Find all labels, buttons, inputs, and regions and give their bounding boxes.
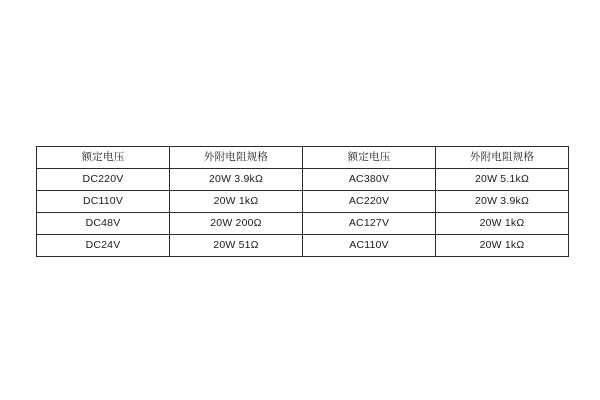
spec-table-container: [36, 146, 564, 257]
table-cell: 20W 1kΩ: [436, 213, 569, 235]
table-header-cell: 额定电压: [303, 147, 436, 169]
table-cell: 20W 51Ω: [170, 235, 303, 257]
table-cell: DC220V: [37, 169, 170, 191]
table-row: [37, 213, 569, 235]
table-cell: 20W 5.1kΩ: [436, 169, 569, 191]
table-header-cell: 外附电阻规格: [170, 147, 303, 169]
table-cell: DC110V: [37, 191, 170, 213]
table-cell: 20W 200Ω: [170, 213, 303, 235]
table-cell: AC127V: [303, 213, 436, 235]
table-row: [37, 191, 569, 213]
table-cell: DC48V: [37, 213, 170, 235]
table-header-cell: 外附电阻规格: [436, 147, 569, 169]
table-row: [37, 169, 569, 191]
table-cell: 20W 1kΩ: [436, 235, 569, 257]
table-cell: AC110V: [303, 235, 436, 257]
table-cell: AC380V: [303, 169, 436, 191]
voltage-resistor-spec-table: [36, 146, 569, 257]
table-cell: DC24V: [37, 235, 170, 257]
table-row: [37, 235, 569, 257]
table-header-cell: 额定电压: [37, 147, 170, 169]
table-cell: AC220V: [303, 191, 436, 213]
table-cell: 20W 3.9kΩ: [436, 191, 569, 213]
table-cell: 20W 1kΩ: [170, 191, 303, 213]
table-cell: 20W 3.9kΩ: [170, 169, 303, 191]
table-header-row: [37, 147, 569, 169]
